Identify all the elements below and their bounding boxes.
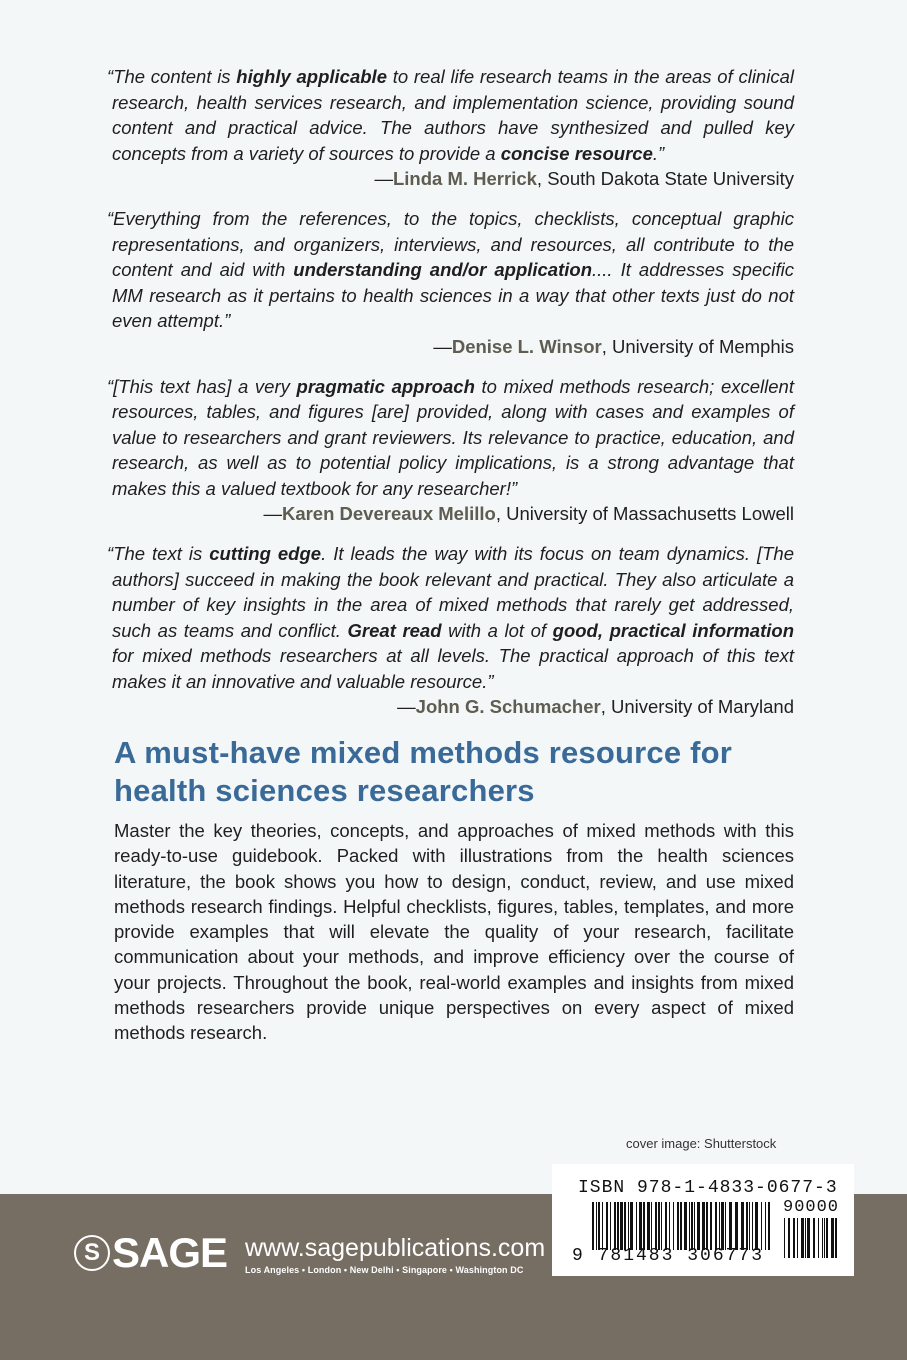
isbn-label: ISBN 978-1-4833-0677-3: [578, 1178, 838, 1198]
addon-number: 90000: [783, 1198, 840, 1217]
publisher-cities: Los Angeles • London • New Delhi • Singapore • Washington DC: [245, 1265, 524, 1275]
endorsements: [107, 64, 794, 734]
sage-logo: [74, 1229, 228, 1276]
quote-attribution: —Denise L. Winsor, University of Memphis: [433, 335, 794, 357]
description: Master the key theories, concepts, and approaches of mixed methods with this ready-to-use guidebook. Packed with illustrations from the health sciences literature, the book shows you how to design, conduct, review, and use mixed methods research findings. Helpful checklists, figures, tables, templates, and more provide examples that will elevate the quality of your research, facilitate communication about your methods, and improve efficiency over the course of your projects. Throughout the book, real-world examples and insights from mixed methods researchers provide unique perspectives on every aspect of mixed methods research.: [114, 820, 794, 1044]
endorsement-quote: [107, 64, 794, 192]
cover-image-credit: cover image: Shutterstock: [626, 1136, 777, 1151]
quote-text: “Everything from the references, to the topics, checklists, conceptual graphic representations, and organizers, interviews, and resources, all contribute to the content and aid with understanding and/or application.... It addresses specific MM research as it pertains to health sciences in a way that other texts just do not even attempt.”: [107, 208, 794, 331]
publisher-url[interactable]: www.sagepublications.com: [245, 1234, 546, 1262]
quote-text: “The content is highly applicable to real life research teams in the areas of clinical research, health services research, and implementation science, providing sound content and practical advice. The authors have synthesized and pulled key concepts from a variety of sources to provide a concise resource.”: [107, 66, 794, 164]
reviewer-name: Linda M. Herrick: [392, 168, 537, 189]
endorsement-quote: [107, 541, 794, 720]
barcode-block: [552, 1164, 854, 1276]
reviewer-name: Karen Devereaux Melillo: [281, 503, 496, 524]
sage-s-icon: S: [74, 1235, 110, 1271]
sage-wordmark: SAGE: [112, 1229, 228, 1276]
endorsement-quote: [107, 206, 794, 360]
headline: A must-have mixed methods resource for health sciences researchers: [114, 735, 733, 808]
endorsement-quote: [107, 374, 794, 528]
reviewer-name: Denise L. Winsor: [451, 335, 602, 357]
ean-number: 9 781483 306773: [572, 1246, 765, 1266]
quote-text: “The text is cutting edge. It leads the way with its focus on team dynamics. [The authors] succeed in making the book relevant and practical. They also articulate a number of key insights in the area of mixed methods that rarely get addressed, such as teams and conflict. Great read with a lot of good, practical information for mixed methods researchers at all levels. The practical approach of this text makes it an innovative and valuable resource.”: [107, 543, 794, 692]
quote-attribution: —Karen Devereaux Melillo, University of Massachusetts Lowell: [263, 503, 794, 524]
quote-attribution: —John G. Schumacher, University of Maryland: [397, 696, 794, 717]
reviewer-name: John G. Schumacher: [415, 696, 601, 717]
quote-text: “[This text has] a very pragmatic approach to mixed methods research; excellent resources, tables, and figures [are] provided, along with cases and examples of value to researchers and grant reviewers. Its relevance to practice, education, and research, as well as to potential policy implications, is a strong advantage that makes this a valued textbook for any researcher!”: [107, 375, 794, 499]
quote-attribution: —Linda M. Herrick, South Dakota State University: [374, 168, 794, 189]
